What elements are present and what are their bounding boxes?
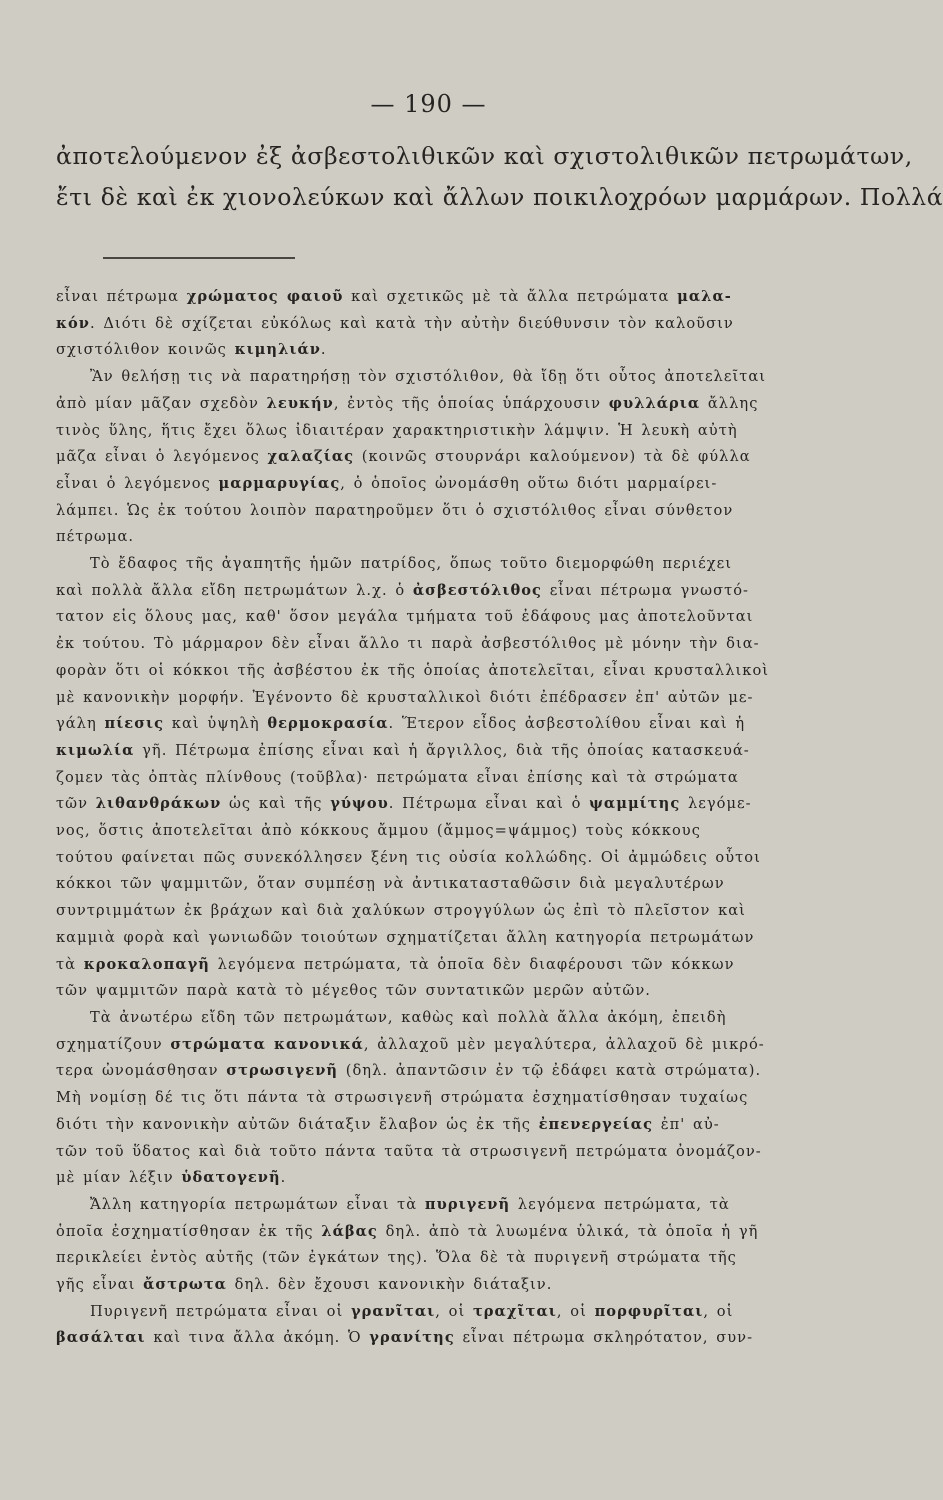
text-run: (δηλ. ἀπαντῶσιν ἐν τῷ ἐδάφει κατὰ στρώματα). bbox=[338, 1062, 762, 1080]
text-line bbox=[56, 1112, 852, 1139]
text-run: , οἱ bbox=[703, 1302, 734, 1320]
bold-term: πορφυρῖται bbox=[594, 1302, 704, 1320]
text-run: συντριμμάτων ἐκ βράχων καὶ διὰ χαλύκων στρογγύλων ὡς ἐπὶ τὸ πλεῖστον καὶ bbox=[56, 902, 746, 920]
text-run: ἄλλης bbox=[700, 394, 759, 412]
text-run: τατον εἰς ὅλους μας, καθ' ὅσον μεγάλα τμήματα τοῦ ἐδάφους μας ἀποτελοῦνται bbox=[56, 608, 754, 626]
text-run: , ἐντὸς τῆς ὁποίας ὑπάρχουσιν bbox=[333, 394, 609, 412]
text-run: γῆ. Πέτρωμα ἐπίσης εἶναι καὶ ἡ ἄργιλλος, διὰ τῆς ὁποίας κατασκευά- bbox=[134, 741, 750, 759]
text-run: (κοινῶς στουρνάρι καλούμενον) τὰ δὲ φύλλα bbox=[354, 448, 751, 466]
text-line bbox=[56, 978, 852, 1005]
text-line bbox=[56, 1165, 852, 1192]
text-run: , ἀλλαχοῦ μὲν μεγαλύτερα, ἀλλαχοῦ δὲ μικρό- bbox=[363, 1035, 765, 1053]
text-run: . Διότι δὲ σχίζεται εὐκόλως καὶ κατὰ τὴν αὐτὴν διεύθυνσιν τὸν καλοῦσιν bbox=[89, 314, 734, 332]
text-line bbox=[56, 284, 852, 311]
bold-term: λάβας bbox=[321, 1222, 378, 1240]
text-line bbox=[56, 1192, 852, 1219]
text-run: , ὁ ὁποῖος ὠνομάσθη οὕτω διότι μαρμαίρει- bbox=[340, 474, 718, 492]
text-line bbox=[56, 898, 852, 925]
text-run: . Πέτρωμα εἶναι καὶ ὁ bbox=[388, 795, 590, 813]
text-line bbox=[56, 1085, 852, 1112]
bold-term: χαλαζίας bbox=[267, 448, 355, 466]
text-run: σχιστόλιθον κοινῶς bbox=[56, 341, 235, 359]
text-run: λεγόμε- bbox=[680, 795, 752, 813]
text-run: . bbox=[320, 341, 327, 359]
text-run: ὁποῖα ἐσχηματίσθησαν ἐκ τῆς bbox=[56, 1222, 322, 1240]
bold-term: λιθανθράκων bbox=[95, 795, 222, 813]
text-run: τῶν ψαμμιτῶν παρὰ κατὰ τὸ μέγεθος τῶν συντατικῶν μερῶν αὐτῶν. bbox=[56, 982, 651, 1000]
text-run: τῶν τοῦ ὕδατος καὶ διὰ τοῦτο πάντα ταῦτα τὰ στρωσιγενῆ πετρώματα ὀνομάζον- bbox=[56, 1142, 762, 1160]
bold-term: τραχῖται bbox=[472, 1302, 557, 1320]
text-line bbox=[56, 871, 852, 898]
text-line: ἔτι δὲ καὶ ἐκ χιονολεύκων καὶ ἄλλων ποικιλοχρόων μαρμάρων. Πολλά bbox=[56, 183, 943, 211]
text-run: , οἱ bbox=[435, 1302, 473, 1320]
text-line bbox=[56, 631, 852, 658]
text-line bbox=[56, 925, 852, 952]
text-run: δηλ. ἀπὸ τὰ λυωμένα ὑλικά, τὰ ὁποῖα ἡ γῆ bbox=[377, 1222, 759, 1240]
text-line bbox=[56, 1325, 852, 1352]
bold-term: βασάλται bbox=[56, 1329, 146, 1347]
bold-term: ὑδατογενῆ bbox=[181, 1169, 281, 1187]
section-divider bbox=[103, 257, 295, 259]
text-run: καμμιὰ φορὰ καὶ γωνιωδῶν τοιούτων σχηματίζεται ἄλλη κατηγορία πετρωμάτων bbox=[56, 928, 755, 946]
text-line bbox=[56, 738, 852, 765]
text-run: μᾶζα εἶναι ὁ λεγόμενος bbox=[56, 448, 268, 466]
text-line bbox=[56, 578, 852, 605]
text-run: Ἂν θελήσῃ τις νὰ παρατηρήσῃ τὸν σχιστόλιθον, θὰ ἴδῃ ὅτι οὗτος ἀποτελεῖται bbox=[90, 368, 767, 386]
text-line bbox=[56, 1032, 852, 1059]
text-run: ζομεν τὰς ὀπτὰς πλίνθους (τοῦβλα)· πετρώματα εἶναι ἐπίσης καὶ τὰ στρώματα bbox=[56, 768, 739, 786]
text-run: γῆς εἶναι bbox=[56, 1276, 144, 1294]
top-paragraph bbox=[56, 136, 943, 218]
text-run: διότι τὴν κανονικὴν αὐτῶν διάταξιν ἔλαβον ὡς ἐκ τῆς bbox=[56, 1115, 539, 1133]
text-run: λεγόμενα πετρώματα, τὰ bbox=[510, 1195, 730, 1213]
text-line bbox=[56, 364, 852, 391]
text-run: μὲ μίαν λέξιν bbox=[56, 1169, 182, 1187]
text-run: τὰ bbox=[56, 955, 84, 973]
text-run: ὡς καὶ τῆς bbox=[221, 795, 331, 813]
text-run: τινὸς ὕλης, ἥτις ἔχει ὅλως ἰδιαιτέραν χαρακτηριστικὴν λάμψιν. Ἡ λευκὴ αὐτὴ bbox=[56, 421, 738, 439]
bold-term: κροκαλοπαγῆ bbox=[83, 955, 210, 973]
bold-term: στρωσιγενῆ bbox=[226, 1062, 339, 1080]
text-line bbox=[56, 498, 852, 525]
text-run: εἶναι πέτρωμα σκληρότατον, συν- bbox=[454, 1329, 754, 1347]
bold-term: γύψου bbox=[330, 795, 389, 813]
text-run: καὶ τινα ἄλλα ἀκόμη. Ὁ bbox=[145, 1329, 370, 1347]
bold-term: στρώματα κανονικά bbox=[170, 1035, 364, 1053]
text-line bbox=[56, 818, 852, 845]
page-number: — 190 — bbox=[370, 90, 487, 118]
text-run: σχηματίζουν bbox=[56, 1035, 171, 1053]
text-run: λάμπει. Ὡς ἐκ τούτου λοιπὸν παρατηροῦμεν ὅτι ὁ σχιστόλιθος εἶναι σύνθετον bbox=[56, 501, 734, 519]
text-line bbox=[56, 1058, 852, 1085]
text-run: ἐπ' αὐ- bbox=[653, 1115, 720, 1133]
text-line bbox=[56, 1005, 852, 1032]
text-run: Μὴ νομίσῃ δέ τις ὅτι πάντα τὰ στρωσιγενῆ στρώματα ἐσχηματίσθησαν τυχαίως bbox=[56, 1089, 749, 1107]
text-line bbox=[56, 337, 852, 364]
bold-term: γρανίτης bbox=[369, 1329, 455, 1347]
text-line bbox=[56, 1245, 852, 1272]
text-line bbox=[56, 444, 852, 471]
text-run: κόκκοι τῶν ψαμμιτῶν, ὅταν συμπέσῃ νὰ ἀντικατασταθῶσιν διὰ μεγαλυτέρων bbox=[56, 875, 725, 893]
bold-term: κιμηλιάν bbox=[234, 341, 321, 359]
text-line bbox=[56, 604, 852, 631]
bold-term: λευκήν bbox=[266, 394, 334, 412]
text-line bbox=[56, 551, 852, 578]
text-run: καὶ σχετικῶς μὲ τὰ ἄλλα πετρώματα bbox=[343, 288, 678, 305]
body-text bbox=[56, 284, 852, 1352]
bold-term: ἄστρωτα bbox=[143, 1276, 227, 1294]
text-line bbox=[56, 1139, 852, 1166]
text-run: Τὰ ἀνωτέρω εἴδη τῶν πετρωμάτων, καθὼς καὶ πολλὰ ἄλλα ἀκόμη, ἐπειδὴ bbox=[90, 1008, 727, 1026]
bold-term: χρώματος φαιοῦ bbox=[186, 288, 344, 305]
text-run: τούτου φαίνεται πῶς συνεκόλλησεν ξένη τις οὐσία κολλώδης. Οἱ ἀμμώδεις οὗτοι bbox=[56, 848, 761, 866]
bold-term: μαρμαρυγίας bbox=[218, 474, 341, 492]
text-line bbox=[56, 391, 852, 418]
text-line bbox=[56, 685, 852, 712]
text-line bbox=[56, 418, 852, 445]
text-run: καὶ πολλὰ ἄλλα εἴδη πετρωμάτων λ.χ. ὁ bbox=[56, 581, 413, 599]
text-run: γάλη bbox=[56, 715, 105, 733]
text-run: εἶναι πέτρωμα bbox=[56, 288, 187, 305]
bold-term: κόν bbox=[56, 314, 90, 332]
text-run: Ἄλλη κατηγορία πετρωμάτων εἶναι τὰ bbox=[90, 1195, 425, 1213]
text-run: τῶν bbox=[56, 795, 96, 813]
text-run: εἶναι πέτρωμα γνωστό- bbox=[542, 581, 750, 599]
text-run: εἶναι ὁ λεγόμενος bbox=[56, 474, 219, 492]
text-run: πέτρωμα. bbox=[56, 528, 135, 546]
bold-term: φυλλάρια bbox=[608, 394, 701, 412]
text-line bbox=[56, 765, 852, 792]
text-line bbox=[56, 658, 852, 685]
text-line bbox=[56, 711, 852, 738]
text-line bbox=[56, 311, 852, 338]
text-run: καὶ ὑψηλὴ bbox=[164, 715, 268, 733]
text-line bbox=[56, 845, 852, 872]
text-run: τερα ὠνομάσθησαν bbox=[56, 1062, 227, 1080]
text-run: , οἱ bbox=[556, 1302, 595, 1320]
text-run: μὲ κανονικὴν μορφήν. Ἐγένοντο δὲ κρυσταλλικοὶ διότι ἐπέδρασεν ἐπ' αὐτῶν με- bbox=[56, 688, 754, 706]
text-line bbox=[56, 471, 852, 498]
text-run: Πυριγενῆ πετρώματα εἶναι οἱ bbox=[90, 1302, 351, 1320]
text-run: περικλείει ἐντὸς αὐτῆς (τῶν ἐγκάτων της). Ὅλα δὲ τὰ πυριγενῆ στρώματα τῆς bbox=[56, 1249, 737, 1267]
text-run: νος, ὅστις ἀποτελεῖται ἀπὸ κόκκους ἄμμου (ἄμμος=ψάμμος) τοὺς κόκκους bbox=[56, 822, 701, 840]
bold-term: πυριγενῆ bbox=[424, 1195, 511, 1213]
text-run: ἐκ τούτου. Τὸ μάρμαρον δὲν εἶναι ἄλλο τι παρὰ ἀσβεστόλιθος μὲ μόνην τὴν δια- bbox=[56, 635, 760, 653]
text-run: λεγόμενα πετρώματα, τὰ ὁποῖα δὲν διαφέρουσι τῶν κόκκων bbox=[209, 955, 735, 973]
bold-term: ψαμμίτης bbox=[589, 795, 681, 813]
bold-term: θερμοκρασία bbox=[267, 715, 389, 733]
bold-term: γρανῖται bbox=[350, 1302, 436, 1320]
text-line: ἀποτελούμενον ἐξ ἀσβεστολιθικῶν καὶ σχιστολιθικῶν πετρωμάτων, bbox=[56, 142, 913, 170]
text-line bbox=[56, 1219, 852, 1246]
bold-term: ἐπενεργείας bbox=[538, 1115, 654, 1133]
bold-term: πίεσις bbox=[104, 715, 165, 733]
text-run: ἀπὸ μίαν μᾶζαν σχεδὸν bbox=[56, 394, 267, 412]
text-run: φορὰν ὅτι οἱ κόκκοι τῆς ἀσβέστου ἐκ τῆς ὁποίας ἀποτελεῖται, εἶναι κρυσταλλικοὶ bbox=[56, 661, 770, 679]
text-line bbox=[56, 952, 852, 979]
text-line bbox=[56, 1272, 852, 1299]
text-run: Τὸ ἔδαφος τῆς ἀγαπητῆς ἡμῶν πατρίδος, ὅπως τοῦτο διεμορφώθη περιέχει bbox=[90, 555, 733, 573]
bold-term: μαλα- bbox=[677, 288, 732, 305]
text-run: δηλ. δὲν ἔχουσι κανονικὴν διάταξιν. bbox=[226, 1276, 553, 1294]
text-run: . bbox=[280, 1169, 287, 1187]
text-line bbox=[56, 1299, 852, 1326]
bold-term: ἀσβεστόλιθος bbox=[412, 581, 542, 599]
bold-term: κιμωλία bbox=[56, 741, 135, 759]
text-run: . Ἕτερον εἶδος ἀσβεστολίθου εἶναι καὶ ἡ bbox=[388, 715, 746, 733]
text-line bbox=[56, 524, 852, 551]
text-line bbox=[56, 791, 852, 818]
